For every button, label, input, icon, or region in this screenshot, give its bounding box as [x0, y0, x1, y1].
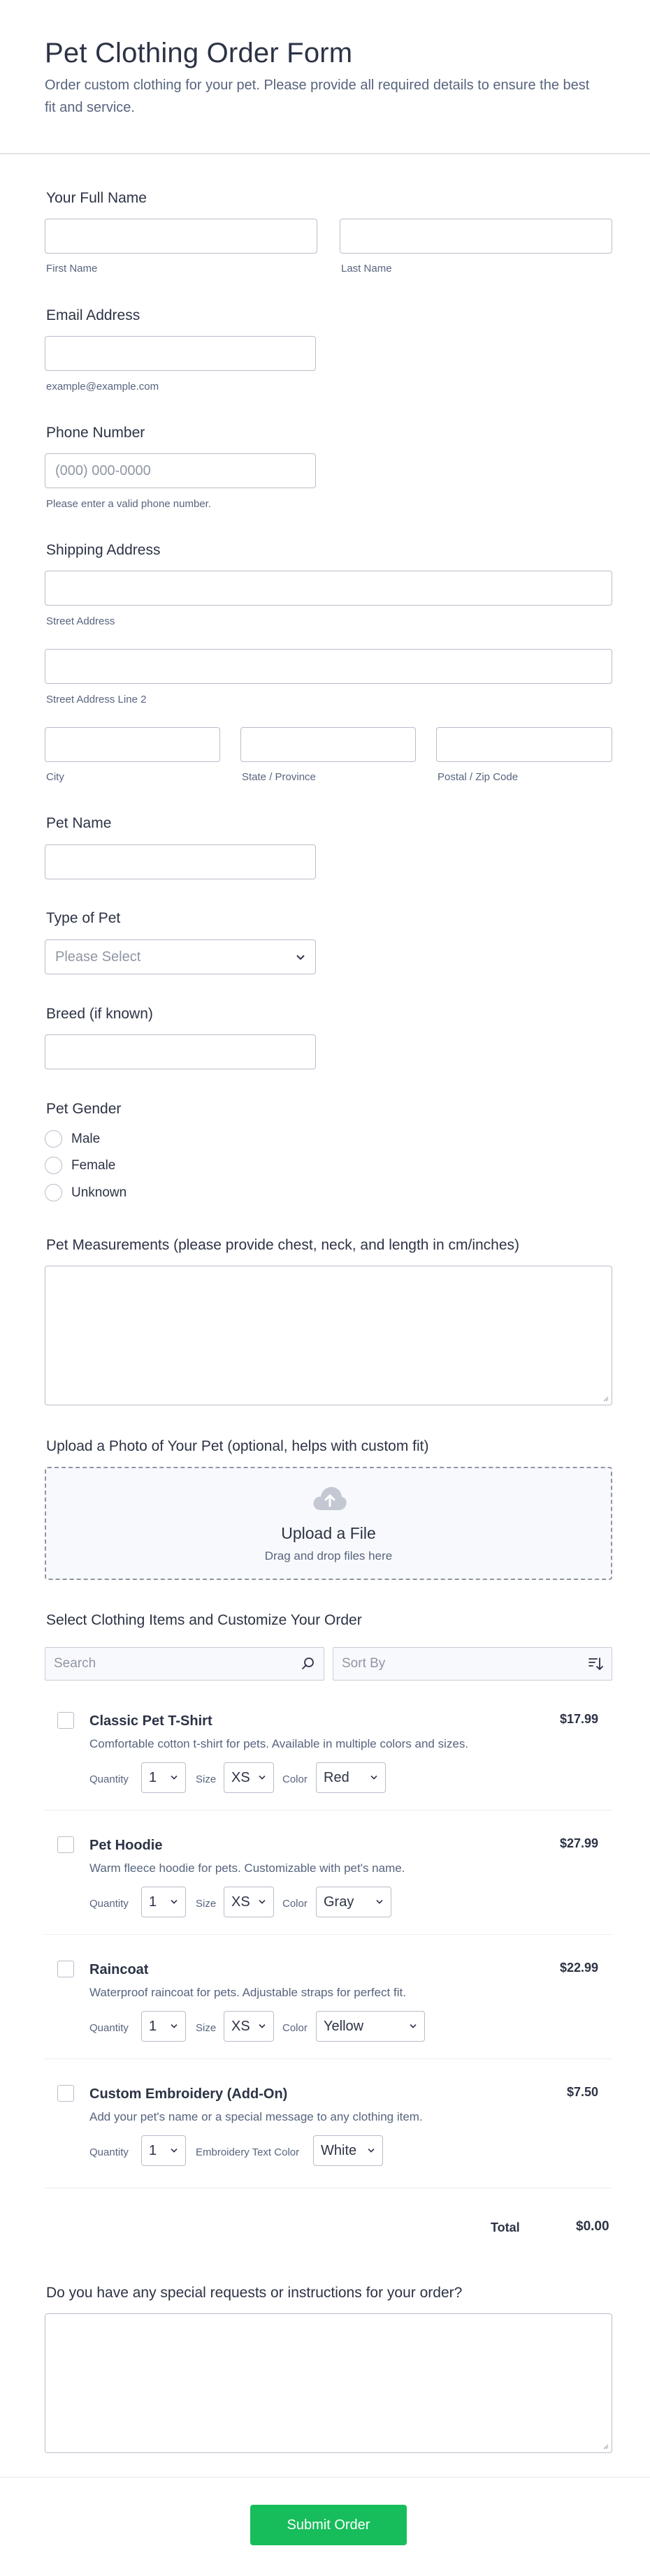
form-description: Order custom clothing for your pet. Please provide all required details to ensure the best fit and service. — [45, 78, 590, 115]
total-value: $0.00 — [576, 2219, 609, 2234]
radio-button[interactable] — [45, 1157, 62, 1174]
sort-by-select[interactable] — [333, 1647, 612, 1681]
last-name-sublabel: Last Name — [341, 263, 392, 275]
submit-button[interactable]: Submit Order — [250, 2505, 407, 2545]
color-label: Color — [282, 1898, 308, 1910]
file-upload-dropzone[interactable] — [45, 1467, 612, 1580]
product-name: Custom Embroidery (Add-On) — [89, 2086, 288, 2102]
breed-label: Breed (if known) — [46, 1006, 153, 1022]
cloud-upload-icon — [312, 1485, 347, 1512]
product-item — [45, 1712, 612, 1796]
last-name-input[interactable] — [340, 219, 612, 254]
product-price: $27.99 — [559, 1836, 598, 1850]
resize-handle-icon[interactable] — [602, 2443, 609, 2450]
phone-sublabel: Please enter a valid phone number. — [46, 498, 211, 510]
form-header — [0, 0, 650, 154]
embroidery-color-select[interactable] — [313, 2135, 383, 2166]
radio-button[interactable] — [45, 1184, 62, 1201]
size-select[interactable] — [224, 2011, 274, 2042]
radio-button[interactable] — [45, 1130, 62, 1148]
color-value: Gray — [324, 1894, 354, 1910]
search-placeholder: Search — [54, 1656, 96, 1671]
zip-input[interactable] — [436, 727, 612, 762]
product-name: Raincoat — [89, 1962, 149, 1977]
state-input[interactable] — [240, 727, 416, 762]
phone-field[interactable] — [45, 453, 316, 488]
size-label: Size — [196, 1898, 217, 1910]
chevron-down-icon — [170, 1899, 178, 1905]
chevron-down-icon — [375, 1899, 384, 1905]
full-name-label: Your Full Name — [46, 190, 147, 206]
email-sublabel: example@example.com — [46, 381, 159, 393]
color-value: Yellow — [324, 2019, 364, 2034]
quantity-value: 1 — [149, 1770, 157, 1785]
search-icon — [301, 1657, 315, 1671]
first-name-sublabel: First Name — [46, 263, 98, 275]
radio-label: Male — [71, 1132, 101, 1146]
sort-icon — [588, 1656, 603, 1671]
products-label: Select Clothing Items and Customize Your Order — [46, 1612, 362, 1628]
pet-type-label: Type of Pet — [46, 910, 121, 926]
size-select[interactable] — [224, 1887, 274, 1917]
color-select[interactable] — [316, 1887, 391, 1917]
size-value: XS — [231, 1894, 250, 1910]
size-value: XS — [231, 1770, 250, 1785]
upload-label: Upload a Photo of Your Pet (optional, helps with custom fit) — [46, 1438, 429, 1454]
chevron-down-icon — [258, 1775, 266, 1780]
quantity-label: Quantity — [89, 2022, 129, 2034]
city-sublabel: City — [46, 771, 64, 783]
street-address-line2-input[interactable] — [45, 649, 612, 684]
product-description: Add your pet's name or a special message to any clothing item. — [89, 2110, 423, 2123]
chevron-down-icon — [170, 2148, 178, 2153]
color-select[interactable] — [316, 2011, 425, 2042]
chevron-down-icon — [367, 2148, 375, 2153]
measurements-label: Pet Measurements (please provide chest, neck, and length in cm/inches) — [46, 1237, 520, 1253]
search-input[interactable] — [45, 1647, 324, 1681]
divider — [45, 2058, 612, 2059]
color-value: Red — [324, 1770, 349, 1785]
pet-name-label: Pet Name — [46, 815, 112, 831]
embroidery-color-value: White — [321, 2143, 357, 2158]
quantity-value: 1 — [149, 2143, 157, 2158]
product-description: Warm fleece hoodie for pets. Customizable with pet's name. — [89, 1861, 405, 1875]
state-sublabel: State / Province — [242, 771, 316, 783]
size-label: Size — [196, 2022, 217, 2034]
street-address-line2-sublabel: Street Address Line 2 — [46, 694, 147, 705]
color-label: Color — [282, 1773, 308, 1785]
product-price: $22.99 — [559, 1961, 598, 1975]
product-checkbox[interactable] — [57, 1836, 74, 1853]
pet-type-select[interactable] — [45, 939, 316, 974]
product-checkbox[interactable] — [57, 1961, 74, 1977]
product-description: Comfortable cotton t-shirt for pets. Available in multiple colors and sizes. — [89, 1737, 469, 1750]
quantity-select[interactable] — [141, 1762, 186, 1793]
product-name: Pet Hoodie — [89, 1838, 163, 1853]
chevron-down-icon — [370, 1775, 378, 1780]
radio-label: Female — [71, 1158, 116, 1173]
zip-sublabel: Postal / Zip Code — [438, 771, 519, 783]
quantity-select[interactable] — [141, 2011, 186, 2042]
email-label: Email Address — [46, 307, 140, 323]
upload-subtitle: Drag and drop files here — [264, 1549, 393, 1563]
quantity-value: 1 — [149, 1894, 157, 1910]
product-item — [45, 1961, 612, 2044]
chevron-down-icon — [409, 2024, 417, 2029]
product-name: Classic Pet T-Shirt — [89, 1713, 212, 1729]
radio-label: Unknown — [71, 1185, 127, 1200]
email-field[interactable] — [45, 336, 316, 371]
color-select[interactable] — [316, 1762, 386, 1793]
upload-title: Upload a File — [281, 1524, 376, 1542]
size-select[interactable] — [224, 1762, 274, 1793]
street-address-sublabel: Street Address — [46, 615, 115, 627]
chevron-down-icon — [258, 2024, 266, 2029]
chevron-down-icon — [296, 954, 305, 961]
phone-label: Phone Number — [46, 425, 145, 441]
breed-input[interactable] — [45, 1034, 316, 1069]
chevron-down-icon — [170, 1775, 178, 1780]
pet-type-selected: Please Select — [55, 949, 141, 965]
quantity-label: Quantity — [89, 1773, 129, 1785]
street-address-input[interactable] — [45, 571, 612, 606]
divider — [45, 1934, 612, 1935]
city-input[interactable] — [45, 727, 220, 762]
embroidery-color-label: Embroidery Text Color — [196, 2146, 300, 2158]
product-item — [45, 2085, 612, 2169]
sort-placeholder: Sort By — [342, 1656, 386, 1671]
quantity-label: Quantity — [89, 1898, 129, 1910]
special-requests-textarea[interactable] — [45, 2313, 612, 2453]
first-name-input[interactable] — [45, 219, 317, 254]
divider — [0, 2477, 650, 2478]
product-item — [45, 1836, 612, 1920]
quantity-select[interactable] — [141, 2135, 186, 2166]
product-checkbox[interactable] — [57, 1712, 74, 1729]
special-requests-label: Do you have any special requests or instructions for your order? — [46, 2285, 463, 2301]
resize-handle-icon[interactable] — [602, 1395, 609, 1402]
product-checkbox[interactable] — [57, 2085, 74, 2102]
size-value: XS — [231, 2019, 250, 2034]
measurements-textarea[interactable] — [45, 1266, 612, 1405]
size-label: Size — [196, 1773, 217, 1785]
product-description: Waterproof raincoat for pets. Adjustable straps for perfect fit. — [89, 1986, 406, 1999]
product-price: $17.99 — [559, 1712, 598, 1726]
chevron-down-icon — [258, 1899, 266, 1905]
color-label: Color — [282, 2022, 308, 2034]
page-title: Pet Clothing Order Form — [45, 38, 353, 68]
quantity-label: Quantity — [89, 2146, 129, 2158]
chevron-down-icon — [170, 2024, 178, 2029]
quantity-select[interactable] — [141, 1887, 186, 1917]
pet-gender-label: Pet Gender — [46, 1101, 122, 1117]
total-label: Total — [491, 2220, 520, 2234]
shipping-address-label: Shipping Address — [46, 542, 161, 558]
pet-name-input[interactable] — [45, 844, 316, 879]
product-price: $7.50 — [566, 2085, 598, 2099]
quantity-value: 1 — [149, 2019, 157, 2034]
